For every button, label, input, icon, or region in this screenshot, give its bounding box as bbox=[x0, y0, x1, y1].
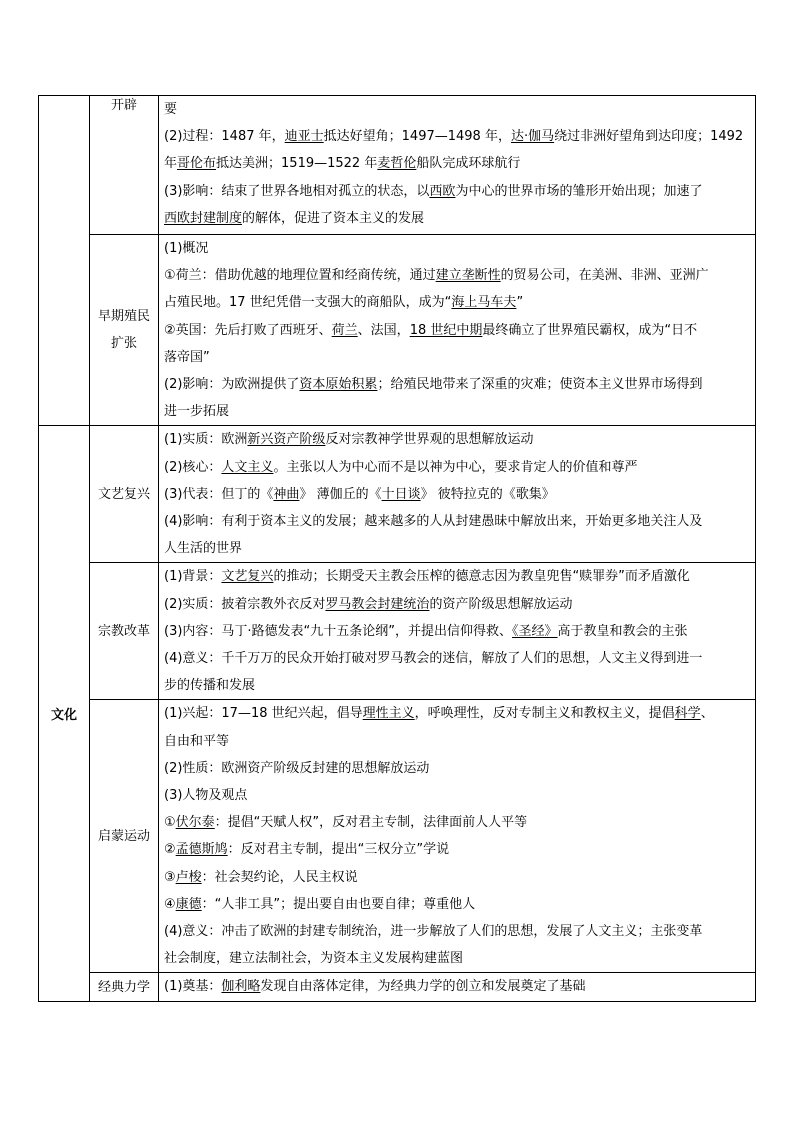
content-line bbox=[164, 205, 752, 232]
content-line bbox=[164, 344, 752, 371]
text-run: (2)影响：为欧洲提供了 bbox=[164, 377, 300, 393]
content-cell bbox=[159, 973, 756, 1001]
category-cell bbox=[39, 426, 90, 1001]
text-run: ①荷兰：借助优越的地理位置和经商传统，通过 bbox=[164, 268, 436, 284]
text-run: (3)人物及观点 bbox=[164, 788, 248, 804]
subcategory-cell bbox=[90, 973, 159, 1001]
text-run: 年 bbox=[164, 156, 178, 172]
content-line bbox=[164, 481, 752, 508]
text-run: 发现自由落体定律，为经典力学的创立和发展奠定了基础 bbox=[260, 979, 586, 995]
text-run: 。主张以人为中心而不是以神为中心，要求肯定人的价值和尊严 bbox=[273, 459, 638, 475]
history-summary-table bbox=[38, 95, 756, 1002]
subcategory-cell bbox=[90, 235, 159, 426]
content-line bbox=[164, 809, 752, 836]
underlined-term: 科学 bbox=[674, 706, 701, 722]
content-line bbox=[164, 591, 752, 618]
underlined-term: 十日谈 bbox=[381, 486, 421, 502]
content-line bbox=[164, 178, 752, 205]
text-run: (1)概况 bbox=[164, 241, 209, 256]
text-run: ③ bbox=[164, 869, 176, 885]
text-run: ；给殖民地带来了深重的灾难；使资本主义世界市场得到 bbox=[377, 377, 703, 393]
text-run: ：反对君主专制，提出“三权分立”学说 bbox=[227, 842, 450, 858]
text-run: (3)影响：结束了世界各地相对孤立的状态，以 bbox=[164, 183, 430, 199]
content-line bbox=[164, 782, 752, 809]
category-cell-empty bbox=[39, 96, 90, 426]
subcategory-cell bbox=[90, 563, 159, 700]
underlined-term: 文艺复兴 bbox=[221, 569, 274, 585]
text-run: 的贸易公司，在美洲、非洲、亚洲广 bbox=[500, 268, 709, 284]
text-run: 要 bbox=[164, 102, 178, 117]
category-label: 文化 bbox=[50, 708, 77, 724]
content-line bbox=[164, 96, 752, 123]
underlined-term: 哥伦布 bbox=[177, 156, 217, 172]
content-cell bbox=[159, 96, 756, 235]
content-line bbox=[164, 150, 752, 177]
text-run: (1)奠基： bbox=[164, 979, 222, 995]
subcategory-label: 文艺复兴 bbox=[97, 486, 150, 502]
table-row bbox=[39, 973, 756, 1001]
text-run: ②英国：先后打败了西班牙、 bbox=[164, 322, 332, 338]
content-line bbox=[164, 563, 752, 590]
content-line bbox=[164, 371, 752, 398]
text-run: ：社会契约论，人民主权说 bbox=[201, 869, 358, 885]
table-row bbox=[39, 426, 756, 563]
underlined-term: 理性主义 bbox=[362, 706, 415, 722]
text-run: 反对宗教神学世界观的思想解放运动 bbox=[325, 432, 534, 448]
table-row bbox=[39, 700, 756, 973]
content-line bbox=[164, 836, 752, 863]
underlined-term: 伏尔泰 bbox=[175, 815, 215, 831]
content-line bbox=[164, 535, 752, 562]
content-line bbox=[164, 728, 752, 755]
text-run: 抵达美洲；1519—1522 年 bbox=[216, 156, 378, 172]
text-run: 落帝国” bbox=[164, 349, 210, 365]
underlined-term: 麦哲伦 bbox=[377, 156, 417, 172]
subcategory-label: 启蒙运动 bbox=[97, 828, 150, 844]
text-run: (1)背景： bbox=[164, 569, 222, 585]
underlined-term: 神曲 bbox=[273, 486, 300, 502]
table-row bbox=[39, 235, 756, 426]
underlined-term: 18 世纪中期 bbox=[409, 322, 483, 338]
text-run: ” bbox=[516, 295, 524, 311]
text-run: 的解体，促进了资本主义的发展 bbox=[242, 210, 425, 226]
underlined-term: 伽利略 bbox=[221, 979, 261, 995]
subcategory-cell bbox=[90, 700, 159, 973]
text-run: 进一步拓展 bbox=[164, 404, 230, 420]
text-run: 》 薄伽丘的《 bbox=[299, 486, 382, 502]
text-run: 自由和平等 bbox=[164, 733, 230, 749]
text-run: 占殖民地。17 世纪凭借一支强大的商船队，成为“ bbox=[164, 295, 452, 311]
text-run: (3)代表：但丁的《 bbox=[164, 486, 274, 502]
text-run: ：“人非工具”；提出要自由也要自律；尊重他人 bbox=[201, 896, 476, 912]
text-run: ② bbox=[164, 842, 176, 858]
subcategory-label: 经典力学 bbox=[97, 979, 150, 995]
table-row bbox=[39, 96, 756, 235]
underlined-term: 海上马车夫 bbox=[451, 295, 517, 311]
text-run: ① bbox=[164, 815, 176, 831]
content-line bbox=[164, 398, 752, 425]
content-line bbox=[164, 262, 752, 289]
text-run: (2)过程：1487 年， bbox=[164, 129, 285, 145]
content-line bbox=[164, 317, 752, 344]
text-run: (4)影响：有利于资本主义的发展；越来越多的人从封建愚昧中解放出来，开始更多地关注人及 bbox=[164, 514, 703, 530]
text-run: 》 彼特拉克的《歌集》 bbox=[420, 486, 555, 502]
subcategory-label: 开辟 bbox=[110, 98, 137, 113]
text-run: (3)内容：马丁·路德发表“九十五条论纲”，并提出信仰得救、 bbox=[164, 623, 513, 639]
content-line bbox=[164, 864, 752, 891]
text-run: 最终确立了世界殖民霸权，成为“日不 bbox=[482, 322, 698, 338]
text-run: 步的传播和发展 bbox=[164, 678, 256, 694]
underlined-term: 达·伽马 bbox=[510, 129, 555, 145]
text-run: 为中心的世界市场的雏形开始出现；加速了 bbox=[455, 183, 703, 199]
content-line bbox=[164, 918, 752, 945]
underlined-term: 西欧封建制度 bbox=[164, 210, 243, 226]
underlined-term: 《圣经》 bbox=[512, 623, 558, 639]
text-run: 船队完成环球航行 bbox=[416, 156, 521, 172]
content-line bbox=[164, 235, 752, 262]
content-line bbox=[164, 672, 752, 699]
text-run: (4)意义：冲击了欧洲的封建专制统治，进一步解放了人们的思想，发展了人文主义；主张变革 bbox=[164, 924, 703, 940]
table-row bbox=[39, 563, 756, 700]
subcategory-cell bbox=[90, 96, 159, 235]
content-line bbox=[164, 945, 752, 972]
text-run: ，呼唤理性，反对专制主义和教权主义，提倡 bbox=[414, 706, 675, 722]
underlined-term: 迪亚士 bbox=[284, 129, 324, 145]
underlined-term: 卢梭 bbox=[175, 869, 202, 885]
text-run: (4)意义：千千万万的民众开始打破对罗马教会的迷信，解放了人们的思想，人文主义得到进一 bbox=[164, 651, 703, 667]
text-run: 人生活的世界 bbox=[164, 541, 243, 557]
subcategory-label: 扩张 bbox=[110, 336, 137, 352]
text-run: (2)实质：披着宗教外衣反对 bbox=[164, 596, 326, 612]
content-cell bbox=[159, 563, 756, 700]
subcategory-label: 早期殖民 bbox=[97, 309, 150, 325]
underlined-term: 西欧 bbox=[429, 183, 456, 199]
underlined-term: 康德 bbox=[175, 896, 202, 912]
text-run: 绕过非洲好望角到达印度；1492 bbox=[554, 129, 744, 145]
content-line bbox=[164, 289, 752, 316]
underlined-term: 建立垄断性 bbox=[435, 268, 501, 284]
text-run: (1)兴起：17—18 世纪兴起，倡导 bbox=[164, 706, 363, 722]
text-run: (2)核心： bbox=[164, 459, 222, 475]
text-run: 高于教皇和教会的主张 bbox=[557, 623, 688, 639]
content-cell bbox=[159, 235, 756, 426]
text-run: 社会制度，建立法制社会，为资本主义发展构建蓝图 bbox=[164, 951, 464, 967]
subcategory-cell bbox=[90, 426, 159, 563]
text-run: 的资产阶级思想解放运动 bbox=[429, 596, 573, 612]
underlined-term: 新兴资产阶级 bbox=[247, 432, 326, 448]
content-line bbox=[164, 123, 752, 150]
text-run: 、法国， bbox=[357, 322, 410, 338]
subcategory-label: 宗教改革 bbox=[97, 623, 150, 639]
underlined-term: 荷兰 bbox=[331, 322, 358, 338]
text-run: ：提倡“天赋人权”，反对君主专制，法律面前人人平等 bbox=[214, 815, 528, 831]
content-line bbox=[164, 618, 752, 645]
content-line bbox=[164, 973, 752, 1000]
underlined-term: 孟德斯鸠 bbox=[175, 842, 228, 858]
text-run: ④ bbox=[164, 896, 176, 912]
underlined-term: 罗马教会封建统治 bbox=[325, 596, 430, 612]
text-run: 的推动；长期受天主教会压榨的德意志因为教皇兜售“赎罪券”而矛盾激化 bbox=[273, 569, 690, 585]
content-cell bbox=[159, 426, 756, 563]
text-run: (1)实质：欧洲 bbox=[164, 432, 248, 448]
content-cell bbox=[159, 700, 756, 973]
text-run: (2)性质：欧洲资产阶级反封建的思想解放运动 bbox=[164, 760, 430, 776]
underlined-term: 资本原始积累 bbox=[299, 377, 378, 393]
content-line bbox=[164, 645, 752, 672]
text-run: 、 bbox=[700, 706, 714, 722]
underlined-term: 人文主义 bbox=[221, 459, 274, 475]
content-line bbox=[164, 700, 752, 727]
text-run: 抵达好望角；1497—1498 年， bbox=[323, 129, 511, 145]
content-line bbox=[164, 755, 752, 782]
content-line bbox=[164, 891, 752, 918]
content-line bbox=[164, 426, 752, 453]
content-line bbox=[164, 508, 752, 535]
content-line bbox=[164, 454, 752, 481]
